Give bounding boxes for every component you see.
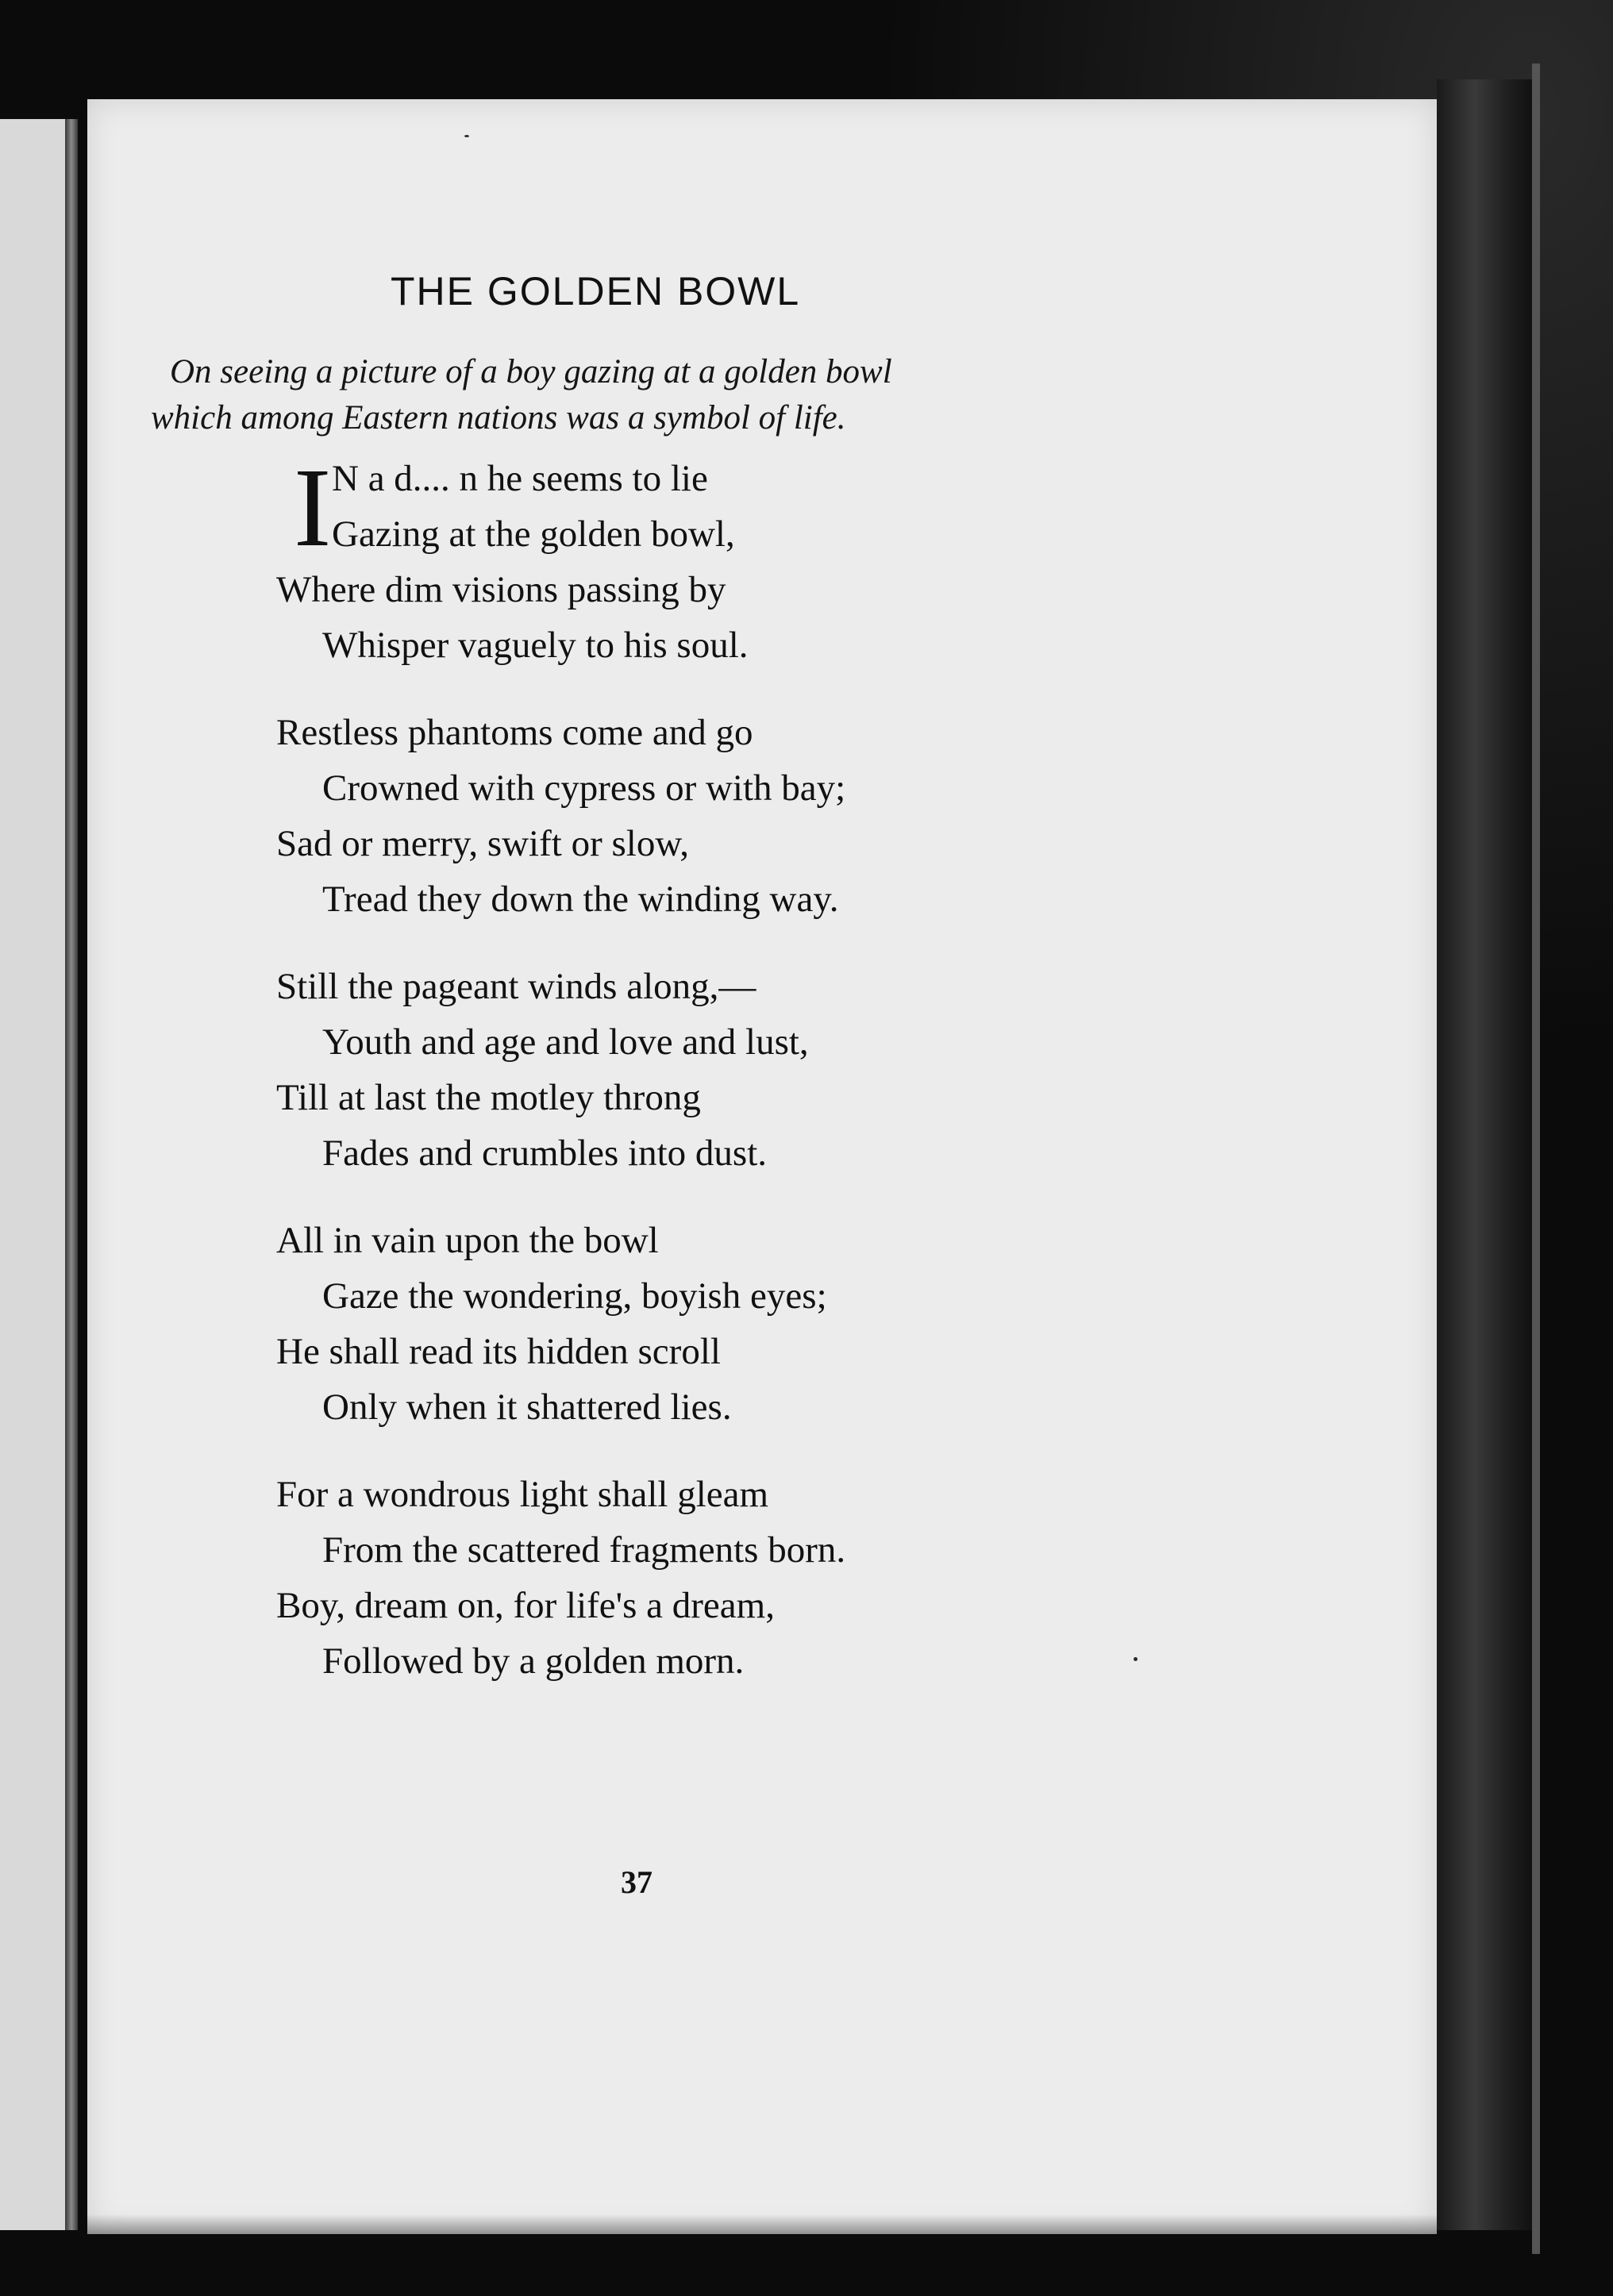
poem-body bbox=[276, 444, 1229, 1721]
epigraph-line: On seeing a picture of a boy gazing at a golden bowl bbox=[170, 353, 892, 390]
verse-line: Tread they down the winding way. bbox=[322, 879, 839, 920]
page-shadow bbox=[87, 2214, 1437, 2234]
drop-cap: I bbox=[294, 444, 332, 570]
facing-page-edge bbox=[0, 119, 68, 2230]
verse-line: Gazing at the golden bowl, bbox=[332, 513, 735, 555]
book-gutter bbox=[65, 119, 78, 2230]
verse-line: He shall read its hidden scroll bbox=[276, 1331, 721, 1372]
stanza bbox=[276, 705, 1229, 927]
page-number: 37 bbox=[621, 1864, 653, 1900]
verse-line: Gaze the wondering, boyish eyes; bbox=[322, 1275, 827, 1317]
stanza bbox=[276, 1467, 1229, 1689]
verse-line: Boy, dream on, for life's a dream, bbox=[276, 1585, 775, 1626]
verse-line: Youth and age and love and lust, bbox=[322, 1021, 809, 1063]
stanza bbox=[276, 444, 1229, 673]
poem-title: THE GOLDEN BOWL bbox=[391, 269, 801, 313]
scan-speck bbox=[464, 135, 469, 137]
poem-epigraph bbox=[151, 349, 1151, 441]
verse-line: Restless phantoms come and go bbox=[276, 712, 753, 753]
stanza bbox=[276, 1213, 1229, 1435]
verse-line: Fades and crumbles into dust. bbox=[322, 1133, 768, 1174]
verse-line: All in vain upon the bowl bbox=[276, 1220, 659, 1261]
verse-line: From the scattered fragments born. bbox=[322, 1529, 846, 1571]
verse-line: Followed by a golden morn. bbox=[322, 1640, 745, 1682]
verse-line: Crowned with cypress or with bay; bbox=[322, 767, 846, 809]
book-cover-edge bbox=[1437, 79, 1532, 2230]
verse-line: Whisper vaguely to his soul. bbox=[322, 625, 749, 666]
book-cover-border bbox=[1532, 63, 1540, 2254]
verse-line: Where dim visions passing by bbox=[276, 569, 726, 610]
scan-speck bbox=[1134, 1657, 1138, 1661]
verse-line: Still the pageant winds along,— bbox=[276, 966, 756, 1007]
verse-line: Till at last the motley throng bbox=[276, 1077, 701, 1118]
stanza bbox=[276, 959, 1229, 1181]
verse-line: For a wondrous light shall gleam bbox=[276, 1474, 769, 1515]
verse-line: Only when it shattered lies. bbox=[322, 1386, 732, 1428]
verse-line: N a d.... n he seems to lie bbox=[332, 458, 708, 499]
verse-line: Sad or merry, swift or slow, bbox=[276, 823, 689, 864]
epigraph-line: which among Eastern nations was a symbol of life. bbox=[151, 399, 846, 437]
